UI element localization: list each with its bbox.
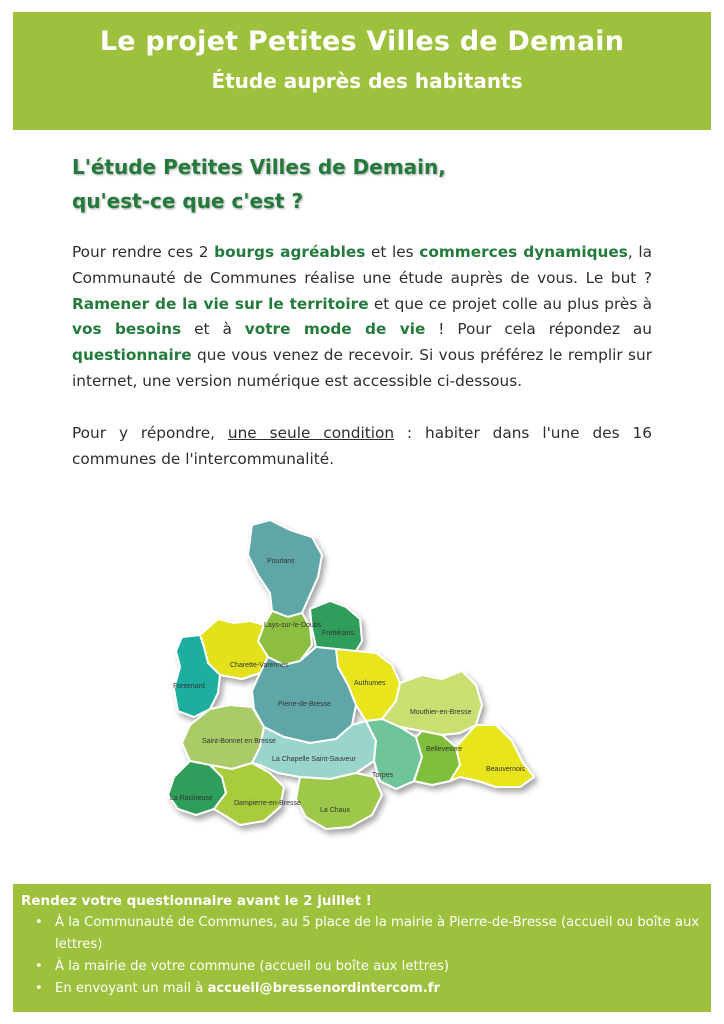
- section-title-line1: L'étude Petites Villes de Demain,: [72, 155, 446, 179]
- text-run: Ramener de la vie sur le territoire: [72, 294, 369, 313]
- condition-paragraph: [72, 421, 652, 473]
- list-item: • À la Communauté de Communes, au 5 place de la mairie à Pierre-de-Bresse (accueil ou boîte aux lettres): [45, 912, 711, 956]
- text-run: une seule condition: [227, 423, 395, 442]
- commune-pourlans: [248, 520, 322, 617]
- text-run: votre mode de vie: [244, 320, 426, 339]
- commune-la-chaux: [296, 773, 382, 829]
- map-label: Authumes: [354, 680, 386, 687]
- map-label: Lays-sur-le-Doubs: [264, 622, 322, 629]
- email-link[interactable]: accueil@bressenordintercom.fr: [207, 981, 441, 996]
- map-label: Beauvernois: [486, 766, 525, 773]
- map-label: La Chaux: [320, 807, 350, 814]
- section-title: [72, 150, 652, 218]
- map-label: Saint-Bonnet en Bresse: [202, 738, 276, 745]
- text-run: et les: [365, 243, 420, 261]
- header-subtitle: Étude auprès des habitants: [211, 69, 523, 93]
- text-run: commerces dynamiques: [419, 243, 628, 261]
- text-run: Pour rendre ces 2: [72, 243, 215, 261]
- map-label: Pierre-de-Bresse: [278, 701, 331, 708]
- list-item: • À la mairie de votre commune (accueil ou boîte aux lettres): [45, 956, 711, 978]
- header-title: Le projet Petites Villes de Demain: [99, 26, 625, 57]
- return-options-list: [13, 912, 711, 1000]
- text-run: ! Pour cela répondez au: [425, 320, 653, 339]
- map-label: Frettérans: [322, 630, 354, 637]
- footer-title: Rendez votre questionnaire avant le 2 juillet !: [21, 893, 372, 909]
- section-title-line2: qu'est-ce que c'est ?: [72, 189, 304, 213]
- body-text: [72, 240, 652, 472]
- map-label: Fontenard: [173, 683, 205, 690]
- text-run: que vous venez de recevoir. Si vous préférez le remplir sur internet, une version numérique est accessible ci-dessous.: [72, 346, 652, 390]
- text-run: vos besoins: [72, 320, 182, 339]
- map-label: Dampierre-en-Bresse: [234, 800, 301, 807]
- map-label: La Chapelle Saint-Sauveur: [272, 756, 356, 763]
- intro-paragraph: [72, 240, 652, 395]
- text-run: et que ce projet colle au plus près à: [368, 294, 652, 313]
- text-run: questionnaire: [72, 346, 192, 365]
- map-label: Charette-Varennes: [230, 662, 289, 669]
- map-label: La Racineuse: [170, 795, 213, 802]
- footer-banner: [13, 884, 711, 1012]
- commune-beauvernois: [450, 725, 534, 787]
- map-label: Bellevesvre: [426, 746, 463, 753]
- text-run: , la Communauté de Communes réalise une étude auprès de vous. Le but ?: [72, 243, 652, 287]
- list-item: • En envoyant un mail à accueil@bressenordintercom.fr: [45, 978, 711, 1000]
- text-run: bourgs agréables: [214, 243, 366, 261]
- header-banner: [13, 12, 711, 130]
- map-label: Pourlans: [267, 558, 295, 565]
- communes-map: [160, 515, 580, 845]
- map-label: Torpes: [372, 772, 394, 779]
- text-run: Pour y répondre,: [72, 423, 228, 442]
- text-run: : habiter dans l'une des 16 communes de l'intercommunalité.: [72, 423, 652, 468]
- map-label: Mouthier-en-Bresse: [410, 709, 472, 716]
- text-run: et à: [181, 320, 245, 339]
